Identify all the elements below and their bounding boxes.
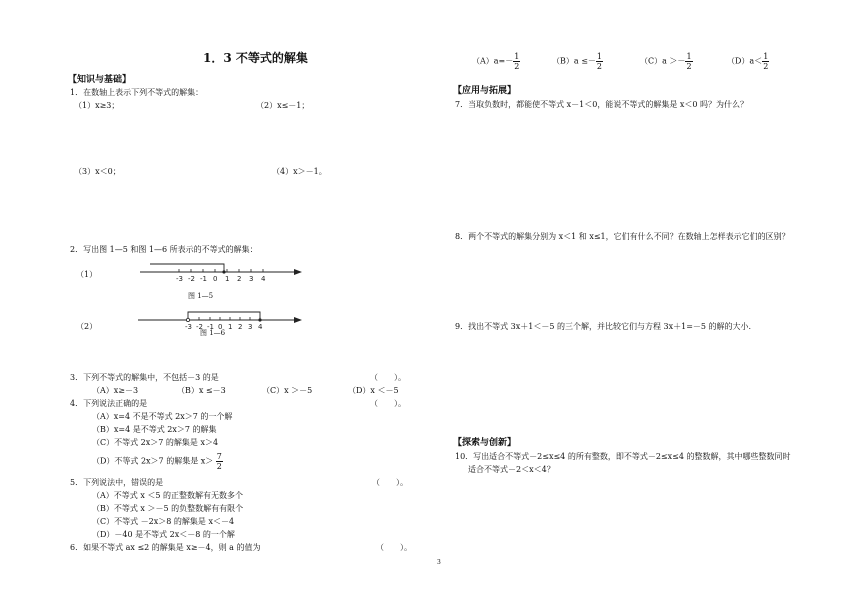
- q4-option-d-text: （D）不等式 2x＞7 的解集是 x＞: [92, 456, 214, 466]
- fig2-tick: 2: [238, 323, 243, 331]
- figure-1-label: （1）: [76, 270, 98, 279]
- q4-option-b: （B）x=4 是不等式 2x＞7 的解集: [92, 425, 217, 434]
- fig1-tick: -3: [176, 275, 183, 283]
- fig1-tick: 3: [249, 275, 254, 283]
- q5-option-c: （C）不等式 －2x＞8 的解集是 x＜－4: [92, 517, 235, 526]
- fig2-tick: -1: [207, 323, 214, 331]
- section-heading-exploration: 【探索与创新】: [453, 438, 517, 448]
- q4-option-a: （A）x=4 不是不等式 2x＞7 的一个解: [92, 412, 233, 421]
- fig1-tick: -2: [188, 275, 195, 283]
- figure-2-label: （2）: [76, 322, 98, 331]
- number-line-figure-1-5: [130, 258, 310, 288]
- section-heading-basics: 【知识与基础】: [68, 75, 132, 85]
- q3-option-a: （A）x≥－3: [92, 386, 139, 395]
- fig2-tick: 4: [258, 323, 263, 331]
- q1-item-4: （4）x＞－1。: [272, 167, 327, 176]
- q1-item-1: （1）x≥3；: [74, 101, 120, 110]
- fraction-seven-halves: $\frac{7}{2}$: [216, 452, 222, 471]
- q4-option-d: [92, 452, 223, 471]
- fig1-tick: 2: [237, 275, 242, 283]
- fig1-tick: 0: [213, 275, 218, 283]
- fig2-tick: 3: [248, 323, 253, 331]
- q6-option-a: （A）a=－ $\frac{1}{2}$: [472, 52, 520, 71]
- q4-option-c: （C）不等式 2x＞7 的解集是 x＞4: [92, 438, 219, 447]
- q3-option-b: （B）x ≤－3: [177, 386, 226, 395]
- fig1-tick: 4: [261, 275, 266, 283]
- question-9: 9．找出不等式 3x＋1＜－5 的三个解，并比较它们与方程 3x＋1=－5 的解的大小.: [455, 322, 752, 331]
- fig2-tick: -3: [185, 323, 192, 331]
- q5-answer-blank: （ ）。: [372, 478, 408, 487]
- question-2: 2．写出图 1—5 和图 1—6 所表示的不等式的解集：: [70, 245, 258, 254]
- q5-option-b: （B）不等式 x ＞－5 的负整数解有有限个: [92, 504, 244, 513]
- page-number: 3: [437, 559, 441, 566]
- question-5: 5．下列说法中，错误的是: [70, 478, 164, 487]
- fig1-tick: -1: [200, 275, 207, 283]
- q6-option-c: （C）a ＞－ $\frac{1}{2}$: [640, 52, 692, 71]
- page-title: 1．3 不等式的解集: [203, 51, 308, 65]
- question-7: 7．当取负数时，都能使不等式 x－1＜0，能说不等式的解集是 x＜0 吗？为什么？: [455, 100, 749, 109]
- figure-1-caption: 图 1—5: [188, 292, 214, 300]
- fig1-tick: 1: [225, 275, 230, 283]
- fig2-tick: 1: [228, 323, 233, 331]
- fig2-tick: -2: [196, 323, 203, 331]
- q5-option-a: （A）不等式 x ＜5 的正整数解有无数多个: [92, 491, 244, 500]
- q3-option-c: （C）x ＞－5: [262, 386, 313, 395]
- q1-item-3: （3）x＜0；: [74, 167, 121, 176]
- fraction-one-half: $\frac{1}{2}$: [763, 52, 769, 71]
- fraction-one-half: $\frac{1}{2}$: [686, 52, 692, 71]
- fig2-tick: 0: [218, 323, 223, 331]
- q1-item-2: （2）x≤－1；: [256, 101, 310, 110]
- figure-2-caption: 图 1—6: [200, 329, 226, 337]
- question-8: 8．两个不等式的解集分别为 x＜1 和 x≤1，它们有什么不同？在数轴上怎样表示它们的区别？: [455, 232, 790, 241]
- fraction-one-half: $\frac{1}{2}$: [514, 52, 520, 71]
- fraction-one-half: $\frac{1}{2}$: [596, 52, 602, 71]
- q6-option-b: （B）a ≤－ $\frac{1}{2}$: [552, 52, 602, 71]
- q6-answer-blank: （ ）。: [376, 543, 412, 552]
- q5-option-d: （D）－40 是不等式 2x＜－8 的一个解: [92, 530, 235, 539]
- q6-option-d: （D）a＜ $\frac{1}{2}$: [727, 52, 769, 71]
- question-10-line-1: 10．写出适合不等式－2≤x≤4 的所有整数，即不等式－2≤x≤4 的整数解，其中哪些整数同时: [455, 452, 791, 461]
- q3-answer-blank: （ ）。: [370, 373, 406, 382]
- question-4: 4．下列说法正确的是: [70, 399, 148, 408]
- section-heading-application: 【应用与拓展】: [453, 86, 517, 96]
- question-10-line-2: 适合不等式－2＜x＜4？: [468, 465, 555, 474]
- q4-answer-blank: （ ）。: [370, 399, 406, 408]
- question-3: 3．下列不等式的解集中，不包括－3 的是: [70, 373, 219, 382]
- question-1: 1．在数轴上表示下列不等式的解集：: [70, 88, 204, 97]
- question-6: 6．如果不等式 ax ≤2 的解集是 x≥－4，则 a 的值为: [70, 543, 261, 552]
- q3-option-d: （D）x ＜－5: [348, 386, 399, 395]
